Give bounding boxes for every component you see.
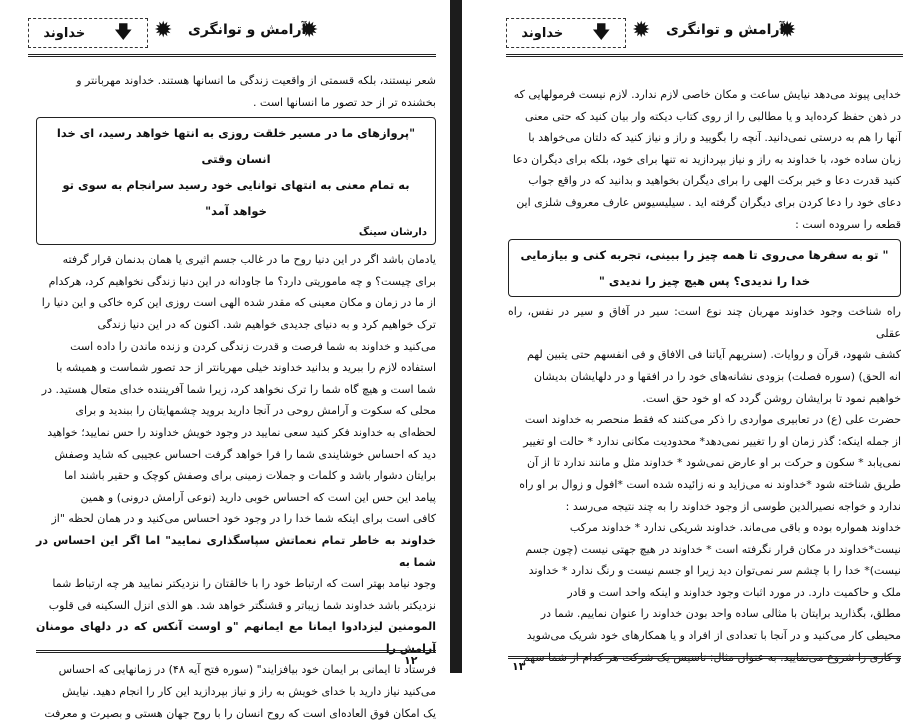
- left-header-box: [28, 18, 148, 48]
- footer-rule: [36, 650, 436, 653]
- right-header-box: [506, 18, 626, 48]
- page-number: ۱۳: [512, 660, 526, 673]
- text-line: ترک خواهیم کرد و به دنیای جدیدی خواهیم شد. اکنون که در این دنیا زندگی: [97, 317, 436, 331]
- text-line: راه شناخت وجود خداوند مهربان چند نوع است: سیر در آفاق و سیر در نفس، راه عقلی: [508, 305, 901, 340]
- quote-box: [508, 239, 901, 297]
- text-line: استفاده لازم را ببرید و بدانید خداوند خیلی مهربانتر از حد تصور شماست و همیشه با: [55, 361, 436, 375]
- text-line: مطلق، بگذارید برایتان با مثالی ساده واحد بودن خداوند را عنوان نماییم. شما در: [540, 607, 901, 621]
- text-line: حضرت علی (ع) در تعابیری مواردی را ذکر می‌کنند که فقط منحصر به خداوند است: [524, 413, 901, 427]
- text-line: دعای خود را دعا کردن برای دیگران گرفته اید . سیلیسیوس عارف معروف شلزی این: [516, 195, 901, 209]
- book-spine: [450, 0, 462, 673]
- text-line: خدایی پیوند می‌دهد نیایش ساعت و مکان خاصی لازم ندارد. لازم نیست فرمولهایی که: [513, 88, 901, 101]
- text-line: محیطی کار می‌کنید و در آنجا با تعدادی از افراد و یا همکارهای خود شریک می‌شوید: [526, 629, 901, 643]
- sun-flower-icon: ✹: [632, 18, 651, 43]
- text-line: قطعه را سروده است :: [795, 217, 901, 231]
- right-header-title: آرامش و توانگری: [666, 22, 785, 38]
- text-line: فرستاد تا ایمانی بر ایمان خود بیافزایند" (سوره فتح آیه ۴۸) در زمانهایی که احساس: [58, 663, 436, 677]
- text-line: از جمله اینکه: گذر زمان او را تغییر نمی‌دهد* محدودیت مکانی ندارد * حالت او تغییر: [523, 434, 901, 448]
- text-line: کافی است برای اینکه شما خدا را در وجود خود احساس می‌کنید و در همان لحظه "از: [51, 512, 436, 526]
- text-line: المومنین لیزدادوا ایمانا مع ایمانهم "و اوست آنکس که در دلهای مومنان آرامش را: [36, 620, 436, 655]
- down-arrow-icon: 🡇: [114, 22, 133, 43]
- text-line: شما است و هیچ گاه شما را ترک نخواهد کرد، زیرا شما آفریننده خدای متعال هستید. در: [41, 382, 436, 396]
- text-line: طریق شناخته شود *خداوند نه می‌زاید و نه زائیده شده است *افول و زوال بر او راه: [519, 477, 901, 491]
- text-line: برای چیست؟ و چه ماموریتی دارد؟ ما جاودانه در این دنیا زندگی نخواهیم کرد، هرکدام: [48, 274, 436, 288]
- page-number: ۱۲: [404, 654, 418, 667]
- text-line: خواهیم نمود تا برایشان روشن گردد که او خود حق است.: [642, 391, 901, 405]
- text-line: یادمان باشد اگر در این دنیا روح ما در غالب جسم اثیری یا همان بدنمان قرار گرفته: [62, 253, 436, 267]
- left-header-title: آرامش و توانگری: [188, 22, 307, 38]
- text-line: محلی که سکوت و آرامش روحی در آنجا دارید بروید چشمهایتان را ببندید و برای: [75, 404, 436, 418]
- right-page: [462, 0, 919, 673]
- text-line: آنها را هم به درستی نمی‌دانید. آنچه را بگویید و راز و نیاز کنید که دلتان می‌خواهد با: [528, 131, 901, 145]
- text-line: لحظه‌ای به خداوند فکر کنید سعی نمایید در وجود خویش خداوند را حس نمایید؛ خواهید: [47, 425, 436, 439]
- text-line: زبان ساده خود، با خداوند به راز و نیاز بپردازید نه تنها برای خود، بلکه برای دیگران دعا: [512, 152, 901, 166]
- quote-line: به تمام معنی به انتهای توانایی خود رسید سرانجام به سوی تو خواهد آمد": [62, 178, 410, 219]
- text-line: خداوند همواره بوده و باقی می‌ماند. خداوند شریکی ندارد * خداوند مرکب: [569, 521, 901, 535]
- text-line: شعر نیستند، بلکه قسمتی از واقعیت زندگی ما انسانها هستند. خداوند مهربانتر و: [76, 74, 436, 87]
- text-line: نیست*خداوند در مکان قرار نگرفته است * خداوند در هیچ جهتی نیست (چون جسم: [525, 542, 901, 556]
- text-line: کنید قدرت دعا و خیر برکت الهی را برای دیگران بخواهید و بدانید که در واقع جواب: [528, 174, 901, 188]
- sun-flower-icon: ✹: [154, 18, 173, 43]
- text-line: دید که احساس خوشایندی شما را فرا خواهد گرفت احساس عجیبی که شاید وصفش: [54, 447, 436, 461]
- sun-flower-icon: ✹: [300, 18, 319, 43]
- quote-line: "پروازهای ما در مسیر خلقت روزی به انتها خواهد رسید، ای خدا انسان وقتی: [56, 126, 416, 167]
- text-line: یک امکان فوق العاده‌ای است که روح انسان را با روح جهان هستی و بصیرت و معرفت: [44, 706, 436, 720]
- sun-flower-icon: ✹: [778, 18, 797, 43]
- quote-line: " تو به سفرها می‌روی تا همه چیز را ببینی، تجربه کنی و بیازمایی: [520, 248, 889, 263]
- text-line: انه الحق) (سوره فصلت) بزودی نشانه‌های خود را در افقها و در دلهایشان بدیشان: [533, 369, 901, 383]
- left-page: [0, 0, 450, 720]
- text-line: ندارد و خواجه نصیرالدین طوسی از وجود خداوند را به چند نتیجه می‌رسد :: [565, 499, 901, 513]
- quote-author: دارشان سینگ: [358, 227, 427, 239]
- quote-box: [36, 117, 436, 245]
- text-line: نزدیکتر باشد خداوند شما زیباتر و قشنگتر خواهد شد. هو الذی انزل السکینه فی قلوب: [48, 598, 436, 612]
- text-line: نمی‌یابد * سکون و حرکت بر او عارض نمی‌شود * خداوند مثل و مانند ندارد تا از آن: [526, 456, 901, 470]
- text-line: برایتان دشوار باشد و کلمات و جملات زمینی برای وصفش کوچک و حقیر باشند اما: [64, 469, 436, 483]
- right-page-body: [508, 84, 901, 668]
- text-line: نیست)* خدا را با چشم سر نمی‌توان دید زیرا او جسم نیست و رنگ ندارد * خداوند: [528, 564, 901, 578]
- text-line: پیامد این حس این است که احساس خوبی دارید (نوعی آرامش درونی) و همین: [80, 490, 436, 504]
- text-line: از ما در زمان و مکان معینی که مقدر شده الهی است روزی این کره خاکی و این دنیا را: [41, 296, 436, 310]
- text-line: می‌کنید و خداوند به شما فرصت و قدرت زندگی کردن و زنده ماندن را داده است: [70, 339, 436, 353]
- header-rule: [28, 54, 436, 57]
- left-page-header: [28, 16, 436, 56]
- left-header-box-label: خداوند: [43, 25, 86, 41]
- right-header-box-label: خداوند: [521, 25, 564, 41]
- text-line: و کاری را شروع می‌نمایید. به عنوان مثال: تاسیس یک شرکت هر کدام از شما سهم: [522, 650, 901, 664]
- down-arrow-icon: 🡇: [592, 22, 611, 43]
- left-page-body: [36, 70, 436, 724]
- text-line: وجود نیامد بهتر است که ارتباط خود را با خالقتان را نزدیکتر نمایید هر چه ارتباط شما: [52, 577, 436, 591]
- text-line: کشف شهود، قرآن و روایات. (سنریهم آیاتنا فی الافاق و فی انفسهم حتی یتبین لهم: [526, 348, 901, 362]
- text-line: بخشنده تر از حد تصور ما انسانها است .: [252, 95, 436, 109]
- right-page-header: [506, 16, 903, 56]
- text-line: خداوند به خاطر تمام نعماتش سپاسگذاری نمایید" اما اگر این احساس در شما به: [36, 533, 436, 569]
- text-line: در ذهن حفظ کرده‌اید و یا مطالبی را از روی کتاب دیکته وار بیان کنید که حتی معنی: [525, 109, 901, 123]
- footer-rule: [508, 656, 901, 659]
- quote-line: خدا را ندیدی؟ پس هیچ چیز را ندیدی ": [598, 274, 811, 289]
- header-rule: [506, 54, 903, 57]
- text-line: می‌کنید نیاز دارید با خدای خویش به راز و نیاز بپردازید این کار را انجام دهید. نیایش: [62, 685, 436, 699]
- text-line: ملک و حاکمیت دارد. در مورد اثبات وجود خداوند و اینکه واحد است و قادر: [567, 585, 901, 599]
